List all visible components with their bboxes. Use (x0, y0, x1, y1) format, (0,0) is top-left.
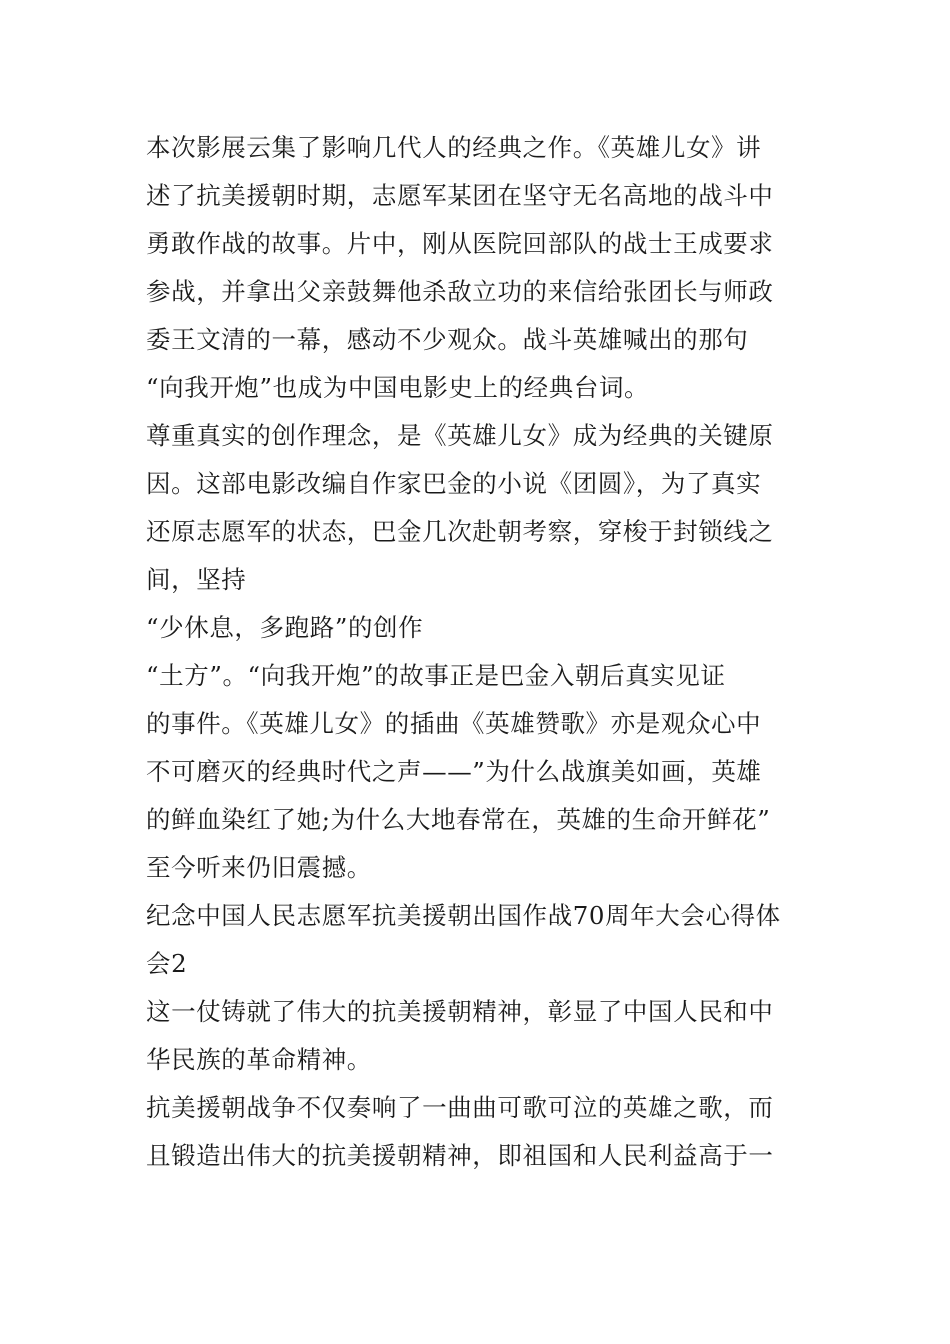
text-line: 勇敢作战的故事。片中，刚从医院回部队的战士王成要求 (146, 229, 774, 258)
section-heading-line: 会2 (146, 949, 188, 978)
text-line: 至今听来仍旧震撼。 (146, 853, 372, 882)
text-line: 的事件。《英雄儿女》的插曲《英雄赞歌》亦是观众心中 (146, 709, 762, 738)
text-line: 间，坚持 (146, 565, 247, 594)
text-line: 的鲜血染红了她;为什么大地春常在，英雄的生命开鲜花” (146, 805, 771, 834)
text-line: 华民族的革命精神。 (146, 1045, 372, 1074)
text-line: 抗美援朝战争不仅奏响了一曲曲可歌可泣的英雄之歌，而 (146, 1093, 774, 1122)
text-line: 因。这部电影改编自作家巴金的小说《团圆》，为了真实 (146, 469, 762, 498)
section-heading-line: 纪念中国人民志愿军抗美援朝出国作战70周年大会心得体 (146, 901, 781, 930)
text-line: 尊重真实的创作理念，是《英雄儿女》成为经典的关键原 (146, 421, 774, 450)
text-line: 不可磨灭的经典时代之声——”为什么战旗美如画，英雄 (146, 757, 762, 786)
text-line: 这一仗铸就了伟大的抗美援朝精神，彰显了中国人民和中 (146, 997, 774, 1026)
text-line: 述了抗美援朝时期，志愿军某团在坚守无名高地的战斗中 (146, 181, 774, 210)
text-line: 且锻造出伟大的抗美援朝精神，即祖国和人民利益高于一 (146, 1141, 774, 1170)
text-line: “向我开炮”也成为中国电影史上的经典台词。 (146, 373, 650, 402)
text-line: 委王文清的一幕，感动不少观众。战斗英雄喊出的那句 (146, 325, 749, 354)
text-line: “少休息，多跑路”的创作 (146, 613, 424, 642)
document-body (146, 124, 816, 1180)
text-line: 参战，并拿出父亲鼓舞他杀敌立功的来信给张团长与师政 (146, 277, 774, 306)
text-line: “土方”。“向我开炮”的故事正是巴金入朝后真实见证 (146, 661, 726, 690)
text-line: 本次影展云集了影响几代人的经典之作。《英雄儿女》讲 (146, 133, 762, 162)
text-line: 还原志愿军的状态，巴金几次赴朝考察，穿梭于封锁线之 (146, 517, 774, 546)
